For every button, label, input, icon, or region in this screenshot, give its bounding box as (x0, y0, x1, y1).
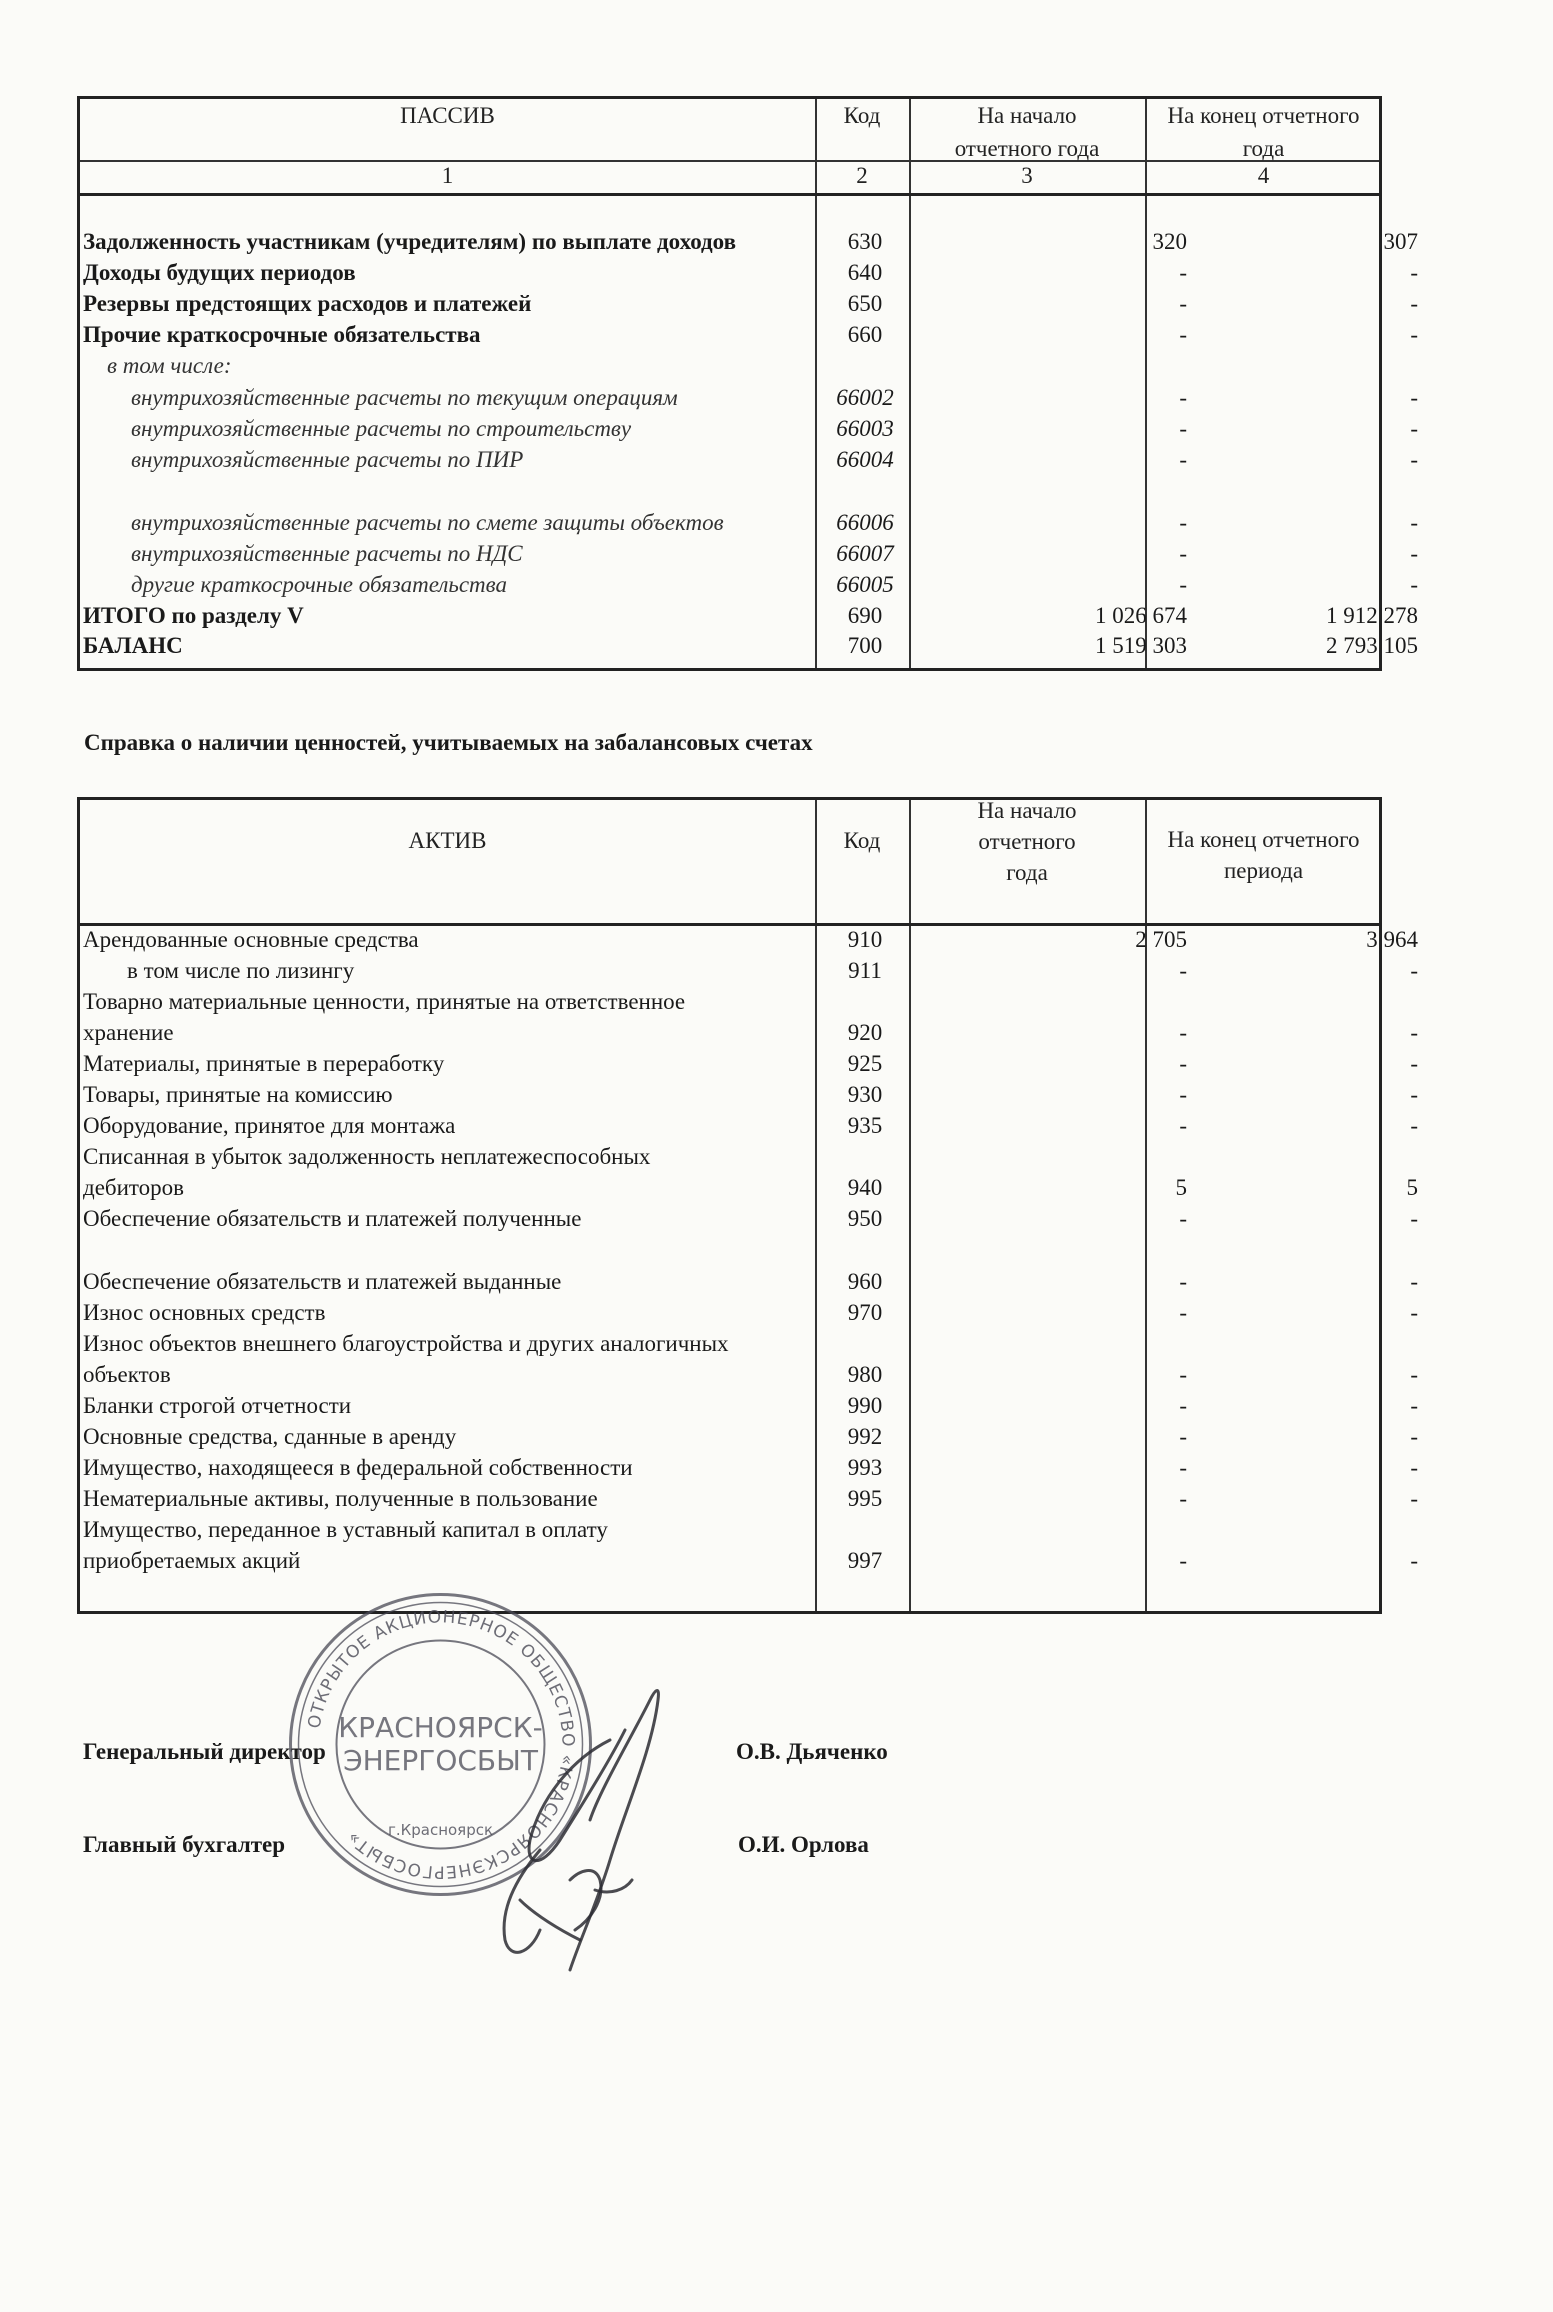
row-label: Арендованные основные средства (83, 927, 419, 952)
table-row (83, 1266, 1418, 1297)
row-code: 995 (847, 1486, 883, 1511)
row-end: - (1410, 1424, 1418, 1449)
row-end: - (1410, 1455, 1418, 1480)
row-end: - (1410, 1362, 1418, 1387)
row-begin: - (1179, 958, 1187, 983)
col-number-4: 4 (1257, 163, 1270, 188)
row-end: - (1410, 1486, 1418, 1511)
row-code: 970 (847, 1300, 883, 1325)
row-code: 66003 (836, 416, 894, 441)
row-begin: - (1179, 1020, 1187, 1045)
director-name: О.В. Дьяченко (736, 1739, 888, 1764)
svg-text:ОТКРЫТОЕ АКЦИОНЕРНОЕ ОБЩЕСТВО: ОТКРЫТОЕ АКЦИОНЕРНОЕ ОБЩЕСТВО «КРАСНОЯРСКЭНЕРГОСБЫТ» (304, 1607, 578, 1882)
table-row (83, 1297, 1418, 1328)
row-code: 935 (847, 1113, 883, 1138)
row-begin: - (1179, 385, 1187, 410)
table-row (83, 350, 1379, 381)
row-label: Материалы, принятые в переработку (83, 1051, 445, 1076)
row-code: 940 (847, 1175, 883, 1200)
table-row (83, 257, 1418, 288)
row-label: внутрихозяйственные расчеты по НДС (131, 541, 523, 566)
row-begin: - (1179, 1424, 1187, 1449)
row-end: - (1410, 1051, 1418, 1076)
row-code: 700 (847, 633, 883, 658)
row-label: другие краткосрочные обязательства (131, 572, 507, 597)
row-code: 910 (847, 927, 883, 952)
table-row (83, 1514, 1418, 1576)
row-end: - (1410, 1113, 1418, 1138)
row-begin: - (1179, 541, 1187, 566)
row-end: 3 964 (1366, 927, 1418, 952)
row-end: - (1410, 1082, 1418, 1107)
table-row (83, 1048, 1418, 1079)
row-label: Обеспечение обязательств и платежей полученные (83, 1206, 582, 1231)
row-label: Резервы предстоящих расходов и платежей (83, 291, 532, 316)
svg-text:ЭНЕРГОСБЫТ: ЭНЕРГОСБЫТ (343, 1744, 538, 1777)
row-label: в том числе: (107, 353, 232, 378)
row-label: Обеспечение обязательств и платежей выданные (83, 1269, 562, 1294)
row-code: 66006 (836, 510, 894, 535)
row-end: - (1410, 541, 1418, 566)
table-row (83, 986, 1418, 1048)
row-label: Имущество, находящееся в федеральной собственности (83, 1455, 633, 1480)
row-begin: - (1179, 1455, 1187, 1480)
row-code: 993 (847, 1455, 883, 1480)
row-label-continued: дебиторов (83, 1175, 185, 1200)
accountant-name: О.И. Орлова (738, 1832, 869, 1857)
table-row (83, 507, 1418, 538)
row-code: 66002 (836, 385, 894, 410)
row-label: в том числе по лизингу (127, 958, 355, 983)
row-begin: - (1179, 1300, 1187, 1325)
table-row (83, 1390, 1418, 1421)
row-begin: 5 (1175, 1175, 1187, 1200)
row-begin: 1 519 303 (1095, 633, 1187, 658)
row-code: 980 (847, 1362, 883, 1387)
table-row (83, 1203, 1418, 1234)
row-label: Имущество, переданное в уставный капитал в оплату (83, 1517, 608, 1542)
row-begin: - (1179, 1486, 1187, 1511)
offbalance-table (77, 797, 1418, 1614)
row-end: 1 912 278 (1326, 603, 1418, 628)
svg-text:г.Красноярск: г.Красноярск (387, 1821, 494, 1839)
header-end-year: На конец отчетного года (1167, 103, 1360, 161)
row-code: 911 (848, 958, 882, 983)
header-aktiv: АКТИВ (408, 828, 487, 853)
row-label: Износ основных средств (83, 1300, 326, 1325)
row-label: ИТОГО по разделу V (83, 603, 304, 628)
row-end: - (1410, 416, 1418, 441)
table-row (83, 630, 1418, 661)
table-row (83, 1421, 1418, 1452)
row-label: внутрихозяйственные расчеты по ПИР (131, 447, 524, 472)
row-code: 660 (847, 322, 883, 347)
row-code: 650 (847, 291, 883, 316)
row-begin: - (1179, 572, 1187, 597)
row-label: Бланки строгой отчетности (83, 1393, 352, 1418)
row-label-continued: приобретаемых акций (83, 1548, 301, 1573)
director-title: Генеральный директор (83, 1739, 326, 1764)
row-begin: - (1179, 1362, 1187, 1387)
row-end: 5 (1406, 1175, 1418, 1200)
col-number-3: 3 (1021, 163, 1033, 188)
row-label: внутрихозяйственные расчеты по строительству (131, 416, 632, 441)
header-code: Код (843, 828, 881, 853)
row-label: Износ объектов внешнего благоустройства и других аналогичных (83, 1331, 729, 1356)
row-end: - (1410, 510, 1418, 535)
row-code: 66007 (836, 541, 894, 566)
table-row (83, 1483, 1418, 1514)
row-label: внутрихозяйственные расчеты по смете защиты объектов (131, 510, 724, 535)
offbalance-caption: Справка о наличии ценностей, учитываемых на забалансовых счетах (84, 730, 813, 755)
row-code: 930 (847, 1082, 883, 1107)
row-begin: 2 705 (1135, 927, 1187, 952)
table-row (83, 924, 1418, 955)
row-code: 640 (847, 260, 883, 285)
table-row (83, 569, 1418, 600)
row-label: БАЛАНС (83, 633, 183, 658)
header-passiv: ПАССИВ (400, 103, 495, 128)
table-row (83, 1079, 1418, 1110)
col-number-2: 2 (856, 163, 868, 188)
handwritten-signature (420, 1640, 740, 1990)
header-code: Код (843, 103, 881, 128)
row-code: 960 (847, 1269, 883, 1294)
col-number-1: 1 (441, 163, 454, 188)
table-row (83, 538, 1418, 569)
accountant-title: Главный бухгалтер (83, 1832, 286, 1857)
row-code: 690 (847, 603, 883, 628)
row-end: - (1410, 572, 1418, 597)
row-end: - (1410, 1020, 1418, 1045)
row-label: Прочие краткосрочные обязательства (83, 322, 481, 347)
row-code: 990 (847, 1393, 883, 1418)
row-begin: - (1179, 260, 1187, 285)
row-label: Доходы будущих периодов (83, 260, 356, 285)
table-row (83, 444, 1418, 475)
table-row (83, 1141, 1418, 1203)
row-begin: - (1179, 1269, 1187, 1294)
row-label: Нематериальные активы, полученные в пользование (83, 1486, 598, 1511)
row-code: 630 (847, 229, 883, 254)
row-label: внутрихозяйственные расчеты по текущим операциям (131, 385, 678, 410)
table-row (83, 382, 1418, 413)
row-end: - (1410, 322, 1418, 347)
row-label-continued: хранение (83, 1020, 174, 1045)
row-label: Задолженность участникам (учредителям) по выплате доходов (83, 229, 737, 254)
table-row (83, 1328, 1418, 1390)
row-begin: - (1179, 1548, 1187, 1573)
row-code: 997 (847, 1548, 883, 1573)
row-end: - (1410, 1300, 1418, 1325)
row-end: - (1410, 1269, 1418, 1294)
row-end: - (1410, 260, 1418, 285)
row-label: Оборудование, принятое для монтажа (83, 1113, 456, 1138)
row-begin: - (1179, 322, 1187, 347)
table-row (83, 955, 1418, 986)
row-end: - (1410, 447, 1418, 472)
table-row (83, 319, 1418, 350)
row-label-continued: объектов (83, 1362, 171, 1387)
row-code: 992 (847, 1424, 883, 1449)
row-begin: 1 026 674 (1095, 603, 1187, 628)
row-end: - (1410, 1206, 1418, 1231)
row-end: - (1410, 291, 1418, 316)
table-row (83, 226, 1418, 257)
row-begin: - (1179, 416, 1187, 441)
row-begin: - (1179, 1082, 1187, 1107)
row-begin: - (1179, 1113, 1187, 1138)
svg-text:КРАСНОЯРСК-: КРАСНОЯРСК- (338, 1711, 543, 1744)
row-begin: - (1179, 291, 1187, 316)
table-row (83, 413, 1418, 444)
row-label: Основные средства, сданные в аренду (83, 1424, 457, 1449)
header-begin-year: На начало отчетного года (954, 103, 1100, 161)
table-row (83, 600, 1418, 631)
row-code: 925 (847, 1051, 883, 1076)
row-begin: - (1179, 447, 1187, 472)
row-code: 66005 (836, 572, 894, 597)
row-end: - (1410, 385, 1418, 410)
row-label: Товарно материальные ценности, принятые на ответственное (83, 989, 686, 1014)
table-row (83, 1452, 1418, 1483)
row-end: - (1410, 1393, 1418, 1418)
row-code: 66004 (836, 447, 894, 472)
row-label: Товары, принятые на комиссию (83, 1082, 393, 1107)
row-end: - (1410, 958, 1418, 983)
row-begin: - (1179, 510, 1187, 535)
table-row (83, 288, 1418, 319)
table-row (83, 1110, 1418, 1141)
row-code: 950 (847, 1206, 883, 1231)
header-begin-year: На начало отчетного года (977, 798, 1077, 885)
row-label: Списанная в убыток задолженность неплатежеспособных (83, 1144, 651, 1169)
liabilities-table (77, 96, 1418, 671)
row-end: 307 (1383, 229, 1418, 254)
row-begin: - (1179, 1393, 1187, 1418)
header-end-period: На конец отчетного периода (1167, 827, 1360, 883)
row-end: - (1410, 1548, 1418, 1573)
row-code: 920 (847, 1020, 883, 1045)
row-begin: - (1179, 1051, 1187, 1076)
row-end: 2 793 105 (1326, 633, 1418, 658)
row-begin: 320 (1152, 229, 1187, 254)
row-begin: - (1179, 1206, 1187, 1231)
